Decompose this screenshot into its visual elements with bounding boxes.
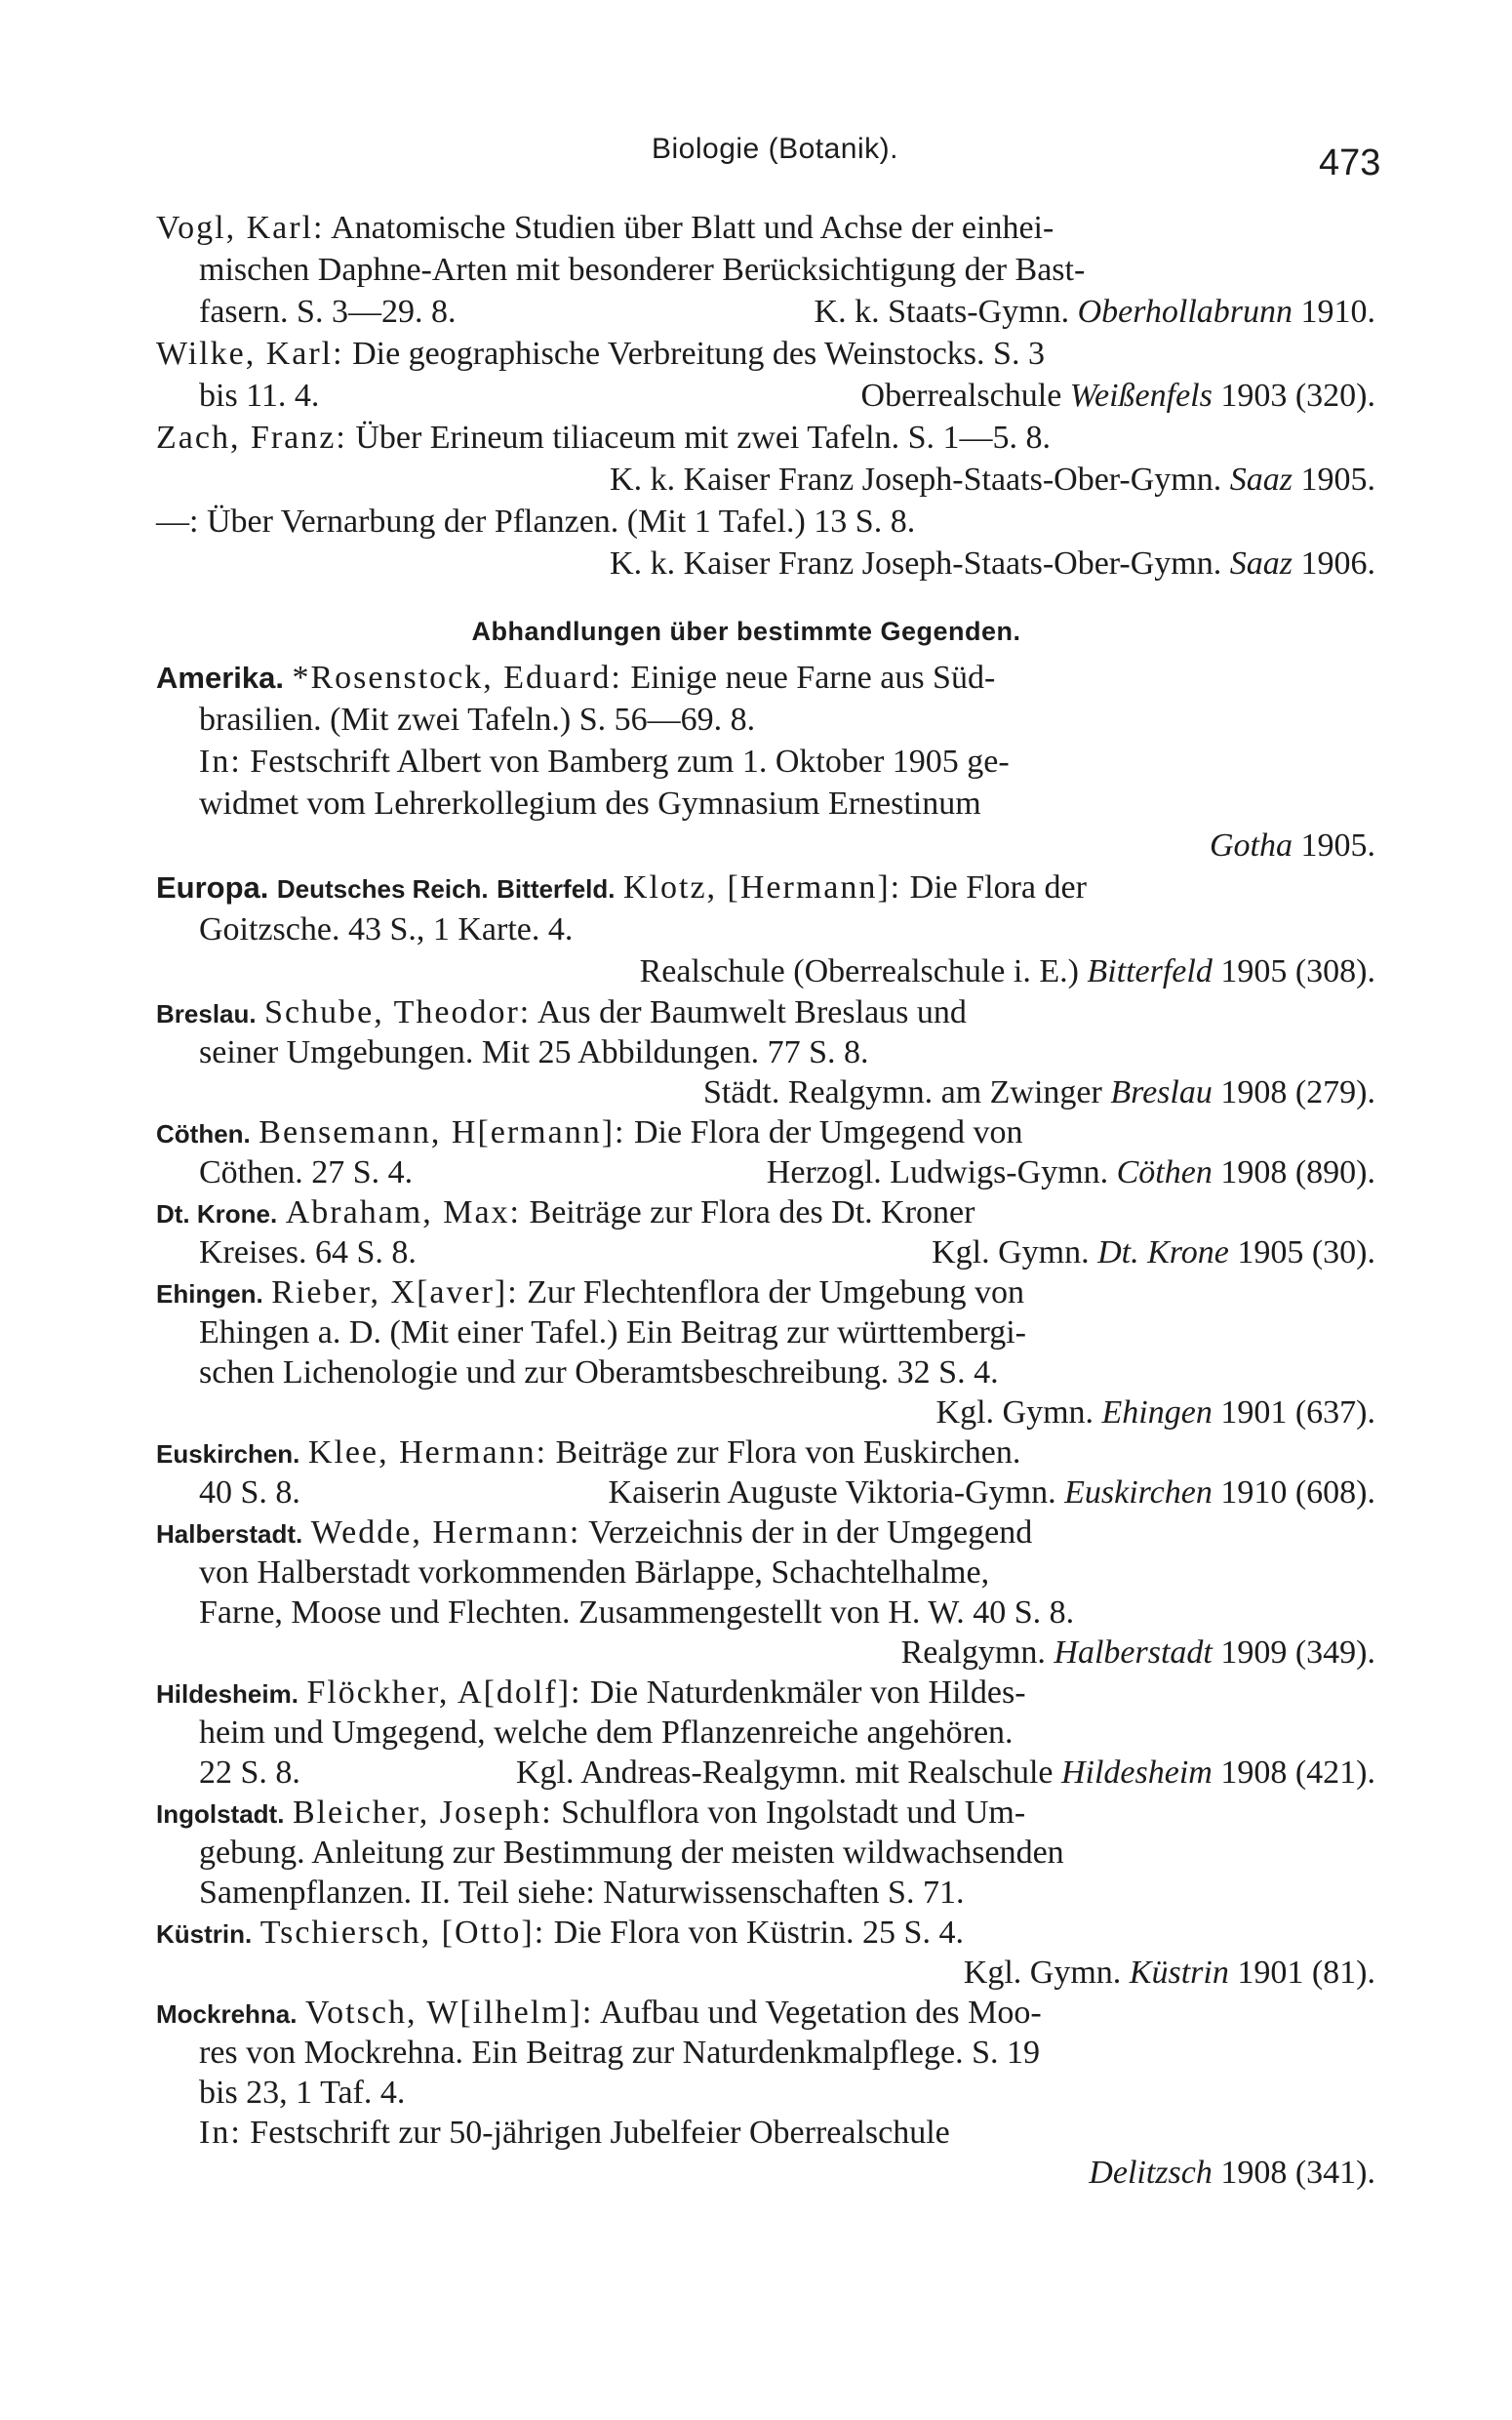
entry-year: 1901 (81). [1237,1955,1375,1991]
entry-pages: bis 11. 4. [199,378,320,414]
city-label: Hildesheim. [156,1679,298,1709]
entry-school: Kaiserin Auguste Viktoria-Gymn. [608,1474,1056,1511]
entry-title: von Halberstadt vorkommenden Bärlappe, Schachtelhalme, [199,1554,990,1591]
entry-pages: 40 S. 8. [199,1474,300,1511]
entry-halberstadt [156,1512,1375,1673]
entry-place: Halberstadt [1054,1634,1213,1671]
entry-mockrehna [156,1993,1375,2193]
entry-title: seiner Umgebungen. Mit 25 Abbildungen. 77 S. 8. [199,1034,869,1070]
entry-wilke [156,333,1375,417]
entry-hildesheim [156,1673,1375,1793]
entry-pages: Kreises. 64 S. 8. [199,1234,417,1270]
entry-place: Hildesheim [1060,1754,1213,1791]
entry-author: Bensemann, H[ermann]: [259,1114,626,1150]
entry-title: schen Lichenologie und zur Oberamtsbeschreibung. 32 S. 4. [199,1354,999,1391]
entry-place: Bitterfeld [1087,953,1213,989]
city-label: Dt. Krone. [156,1199,278,1229]
entry-school: K. k. Kaiser Franz Joseph-Staats-Ober-Gymn. [610,462,1222,498]
entry-title: heim und Umgegend, welche dem Pflanzenreiche angehören. [199,1714,1014,1751]
entry-publication: widmet vom Lehrerkollegium des Gymnasium Ernestinum [199,786,981,822]
entry-year: 1908 (279). [1220,1074,1375,1110]
entry-title: Farne, Moose und Flechten. Zusammengestellt von H. W. 40 S. 8. [199,1594,1075,1631]
city-label: Euskirchen. [156,1439,300,1469]
page-number: 473 [1319,142,1381,183]
entry-place: Ehingen [1101,1394,1213,1431]
entry-place: Cöthen [1116,1154,1213,1190]
entry-author: *Rosenstock, Eduard: [292,660,622,696]
entry-coethen [156,1112,1375,1192]
entry-title: Beiträge zur Flora von Euskirchen. [555,1434,1021,1471]
entry-title: Ehingen a. D. (Mit einer Tafel.) Ein Beitrag zur württembergi- [199,1314,1026,1351]
entry-author: Klee, Hermann: [307,1434,548,1471]
entry-publication: Festschrift Albert von Bamberg zum 1. Oktober 1905 ge- [250,744,1010,780]
entry-title: gebung. Anleitung zur Bestimmung der meisten wildwachsenden [199,1835,1064,1871]
entry-school: Kgl. Gymn. [932,1234,1090,1270]
entry-year: 1910 (608). [1220,1474,1375,1511]
entry-title: brasilien. (Mit zwei Tafeln.) S. 56—69. 8. [199,702,756,738]
region-label: Europa. [156,870,269,905]
entry-author: Wedde, Hermann: [310,1514,581,1551]
entry-title: Die Flora von Küstrin. 25 S. 4. [553,1915,964,1951]
entry-place: Delitzsch [1089,2155,1213,2191]
entry-pages: 22 S. 8. [199,1754,300,1791]
entry-author: Rieber, X[aver]: [271,1274,519,1311]
entry-pages: Cöthen. 27 S. 4. [199,1154,414,1190]
entry-author: Flöckher, A[dolf]: [306,1674,582,1711]
running-head: Biologie (Botanik). [652,133,898,165]
entry-title: Samenpflanzen. II. Teil siehe: Naturwissenschaften S. 71. [199,1875,965,1911]
entry-title: Zur Flechtenflora der Umgebung von [527,1274,1025,1311]
entry-kuestrin [156,1913,1375,1993]
entry-amerika [156,657,1375,867]
entry-school: K. k. Staats-Gymn. [814,294,1070,330]
entry-year: 1901 (637). [1220,1394,1375,1431]
entry-author: Bleicher, Joseph: [292,1795,553,1831]
entry-place: Küstrin [1129,1955,1229,1991]
city-label: Bitterfeld. [497,874,616,904]
entry-zach [156,417,1375,501]
entry-place: Oberhollabrunn [1077,294,1293,330]
entry-ehingen [156,1272,1375,1432]
entry-title: Verzeichnis der in der Umgegend [588,1514,1033,1551]
entry-dash: —: [156,504,199,540]
entry-school: Städt. Realgymn. am Zwinger [702,1074,1102,1110]
entry-bitterfeld [156,867,1375,992]
entry-title: Die geographische Verbreitung des Weinstocks. S. 3 [352,336,1045,372]
entry-dt-krone [156,1192,1375,1272]
entry-school: Kgl. Andreas-Realgymn. mit Realschule [515,1754,1054,1791]
entry-school: K. k. Kaiser Franz Joseph-Staats-Ober-Gymn. [610,545,1222,582]
entry-year: 1903 (320). [1220,378,1375,414]
entry-zach-2 [156,501,1375,585]
city-label: Breslau. [156,999,257,1028]
entry-school: Kgl. Gymn. [935,1394,1094,1431]
entry-author: Zach, Franz: [156,420,347,456]
entry-title: Schulflora von Ingolstadt und Um- [561,1795,1026,1831]
entry-year: 1905 (30). [1237,1234,1375,1270]
city-label: Halberstadt. [156,1519,303,1549]
entry-year: 1908 (341). [1220,2155,1375,2191]
entry-euskirchen [156,1432,1375,1512]
entry-place: Breslau [1110,1074,1213,1110]
country-label: Deutsches Reich. [276,874,489,904]
entry-vogl [156,207,1375,333]
entry-breslau [156,992,1375,1112]
entry-title: Goitzsche. 43 S., 1 Karte. 4. [199,911,574,948]
entry-school: Realschule (Oberrealschule i. E.) [639,953,1079,989]
entry-year: 1905 (308). [1220,953,1375,989]
city-label: Cöthen. [156,1119,251,1149]
entry-title: Die Naturdenkmäler von Hildes- [589,1674,1026,1711]
entry-year: 1909 (349). [1220,1634,1375,1671]
entry-year: 1908 (421). [1220,1754,1375,1791]
entry-place: Saaz [1229,545,1293,582]
entry-author: Schube, Theodor: [264,994,532,1030]
entry-title: Die Flora der Umgegend von [634,1114,1023,1150]
page-body [156,207,1375,2193]
entry-title: res von Mockrehna. Ein Beitrag zur Naturdenkmalpflege. S. 19 [199,2035,1041,2071]
entry-title: Einige neue Farne aus Süd- [630,660,996,696]
section-heading: Abhandlungen über bestimmte Gegenden. [471,617,1021,646]
entry-author: Votsch, W[ilhelm]: [305,1995,594,2031]
entry-place: Dt. Krone [1097,1234,1229,1270]
entry-title: bis 23, 1 Taf. 4. [199,2075,406,2111]
entry-author: Klotz, [Hermann]: [623,869,902,906]
entry-author: Abraham, Max: [285,1194,522,1230]
entry-author: Wilke, Karl: [156,336,344,372]
entry-year: 1910. [1300,294,1375,330]
region-label: Amerika. [156,661,284,695]
entry-year: 1908 (890). [1220,1154,1375,1190]
entry-year: 1906. [1300,545,1375,582]
city-label: Küstrin. [156,1919,253,1949]
entry-place: Weißenfels [1069,378,1213,414]
city-label: Ingolstadt. [156,1799,285,1829]
entry-in-label: In: [199,2115,242,2151]
entry-ingolstadt [156,1793,1375,1913]
city-label: Ehingen. [156,1279,263,1309]
entry-year: 1905. [1300,827,1375,864]
entry-place: Euskirchen [1064,1474,1213,1511]
entry-title: Über Erineum tiliaceum mit zwei Tafeln. S. 1—5. 8. [355,420,1052,456]
entry-school: Realgymn. [900,1634,1046,1671]
entry-pages: fasern. S. 3—29. 8. [199,294,457,330]
entry-title: Die Flora der [909,869,1087,906]
entry-school: Herzogl. Ludwigs-Gymn. [766,1154,1109,1190]
city-label: Mockrehna. [156,1999,298,2029]
entry-year: 1905. [1300,462,1375,498]
entry-title: Anatomische Studien über Blatt und Achse der einhei- [331,210,1054,246]
entry-school: Kgl. Gymn. [963,1955,1122,1991]
entry-title: Aus der Baumwelt Breslaus und [537,994,967,1030]
page-header [0,125,1512,183]
entry-author: Vogl, Karl: [156,210,325,246]
entry-publication: Festschrift zur 50-jährigen Jubelfeier Oberrealschule [250,2115,950,2151]
entry-place: Gotha [1210,827,1293,864]
entry-author: Tschiersch, [Otto]: [259,1915,546,1951]
entry-school: Oberrealschule [860,378,1062,414]
entry-in-label: In: [199,744,242,780]
entry-title: Beiträge zur Flora des Dt. Kroner [529,1194,975,1230]
entry-place: Saaz [1229,462,1293,498]
entry-title: Aufbau und Vegetation des Moo- [600,1995,1042,2031]
entry-title: Über Vernarbung der Pflanzen. (Mit 1 Tafel.) 13 S. 8. [206,504,916,540]
entry-title: mischen Daphne-Arten mit besonderer Berücksichtigung der Bast- [199,252,1086,288]
